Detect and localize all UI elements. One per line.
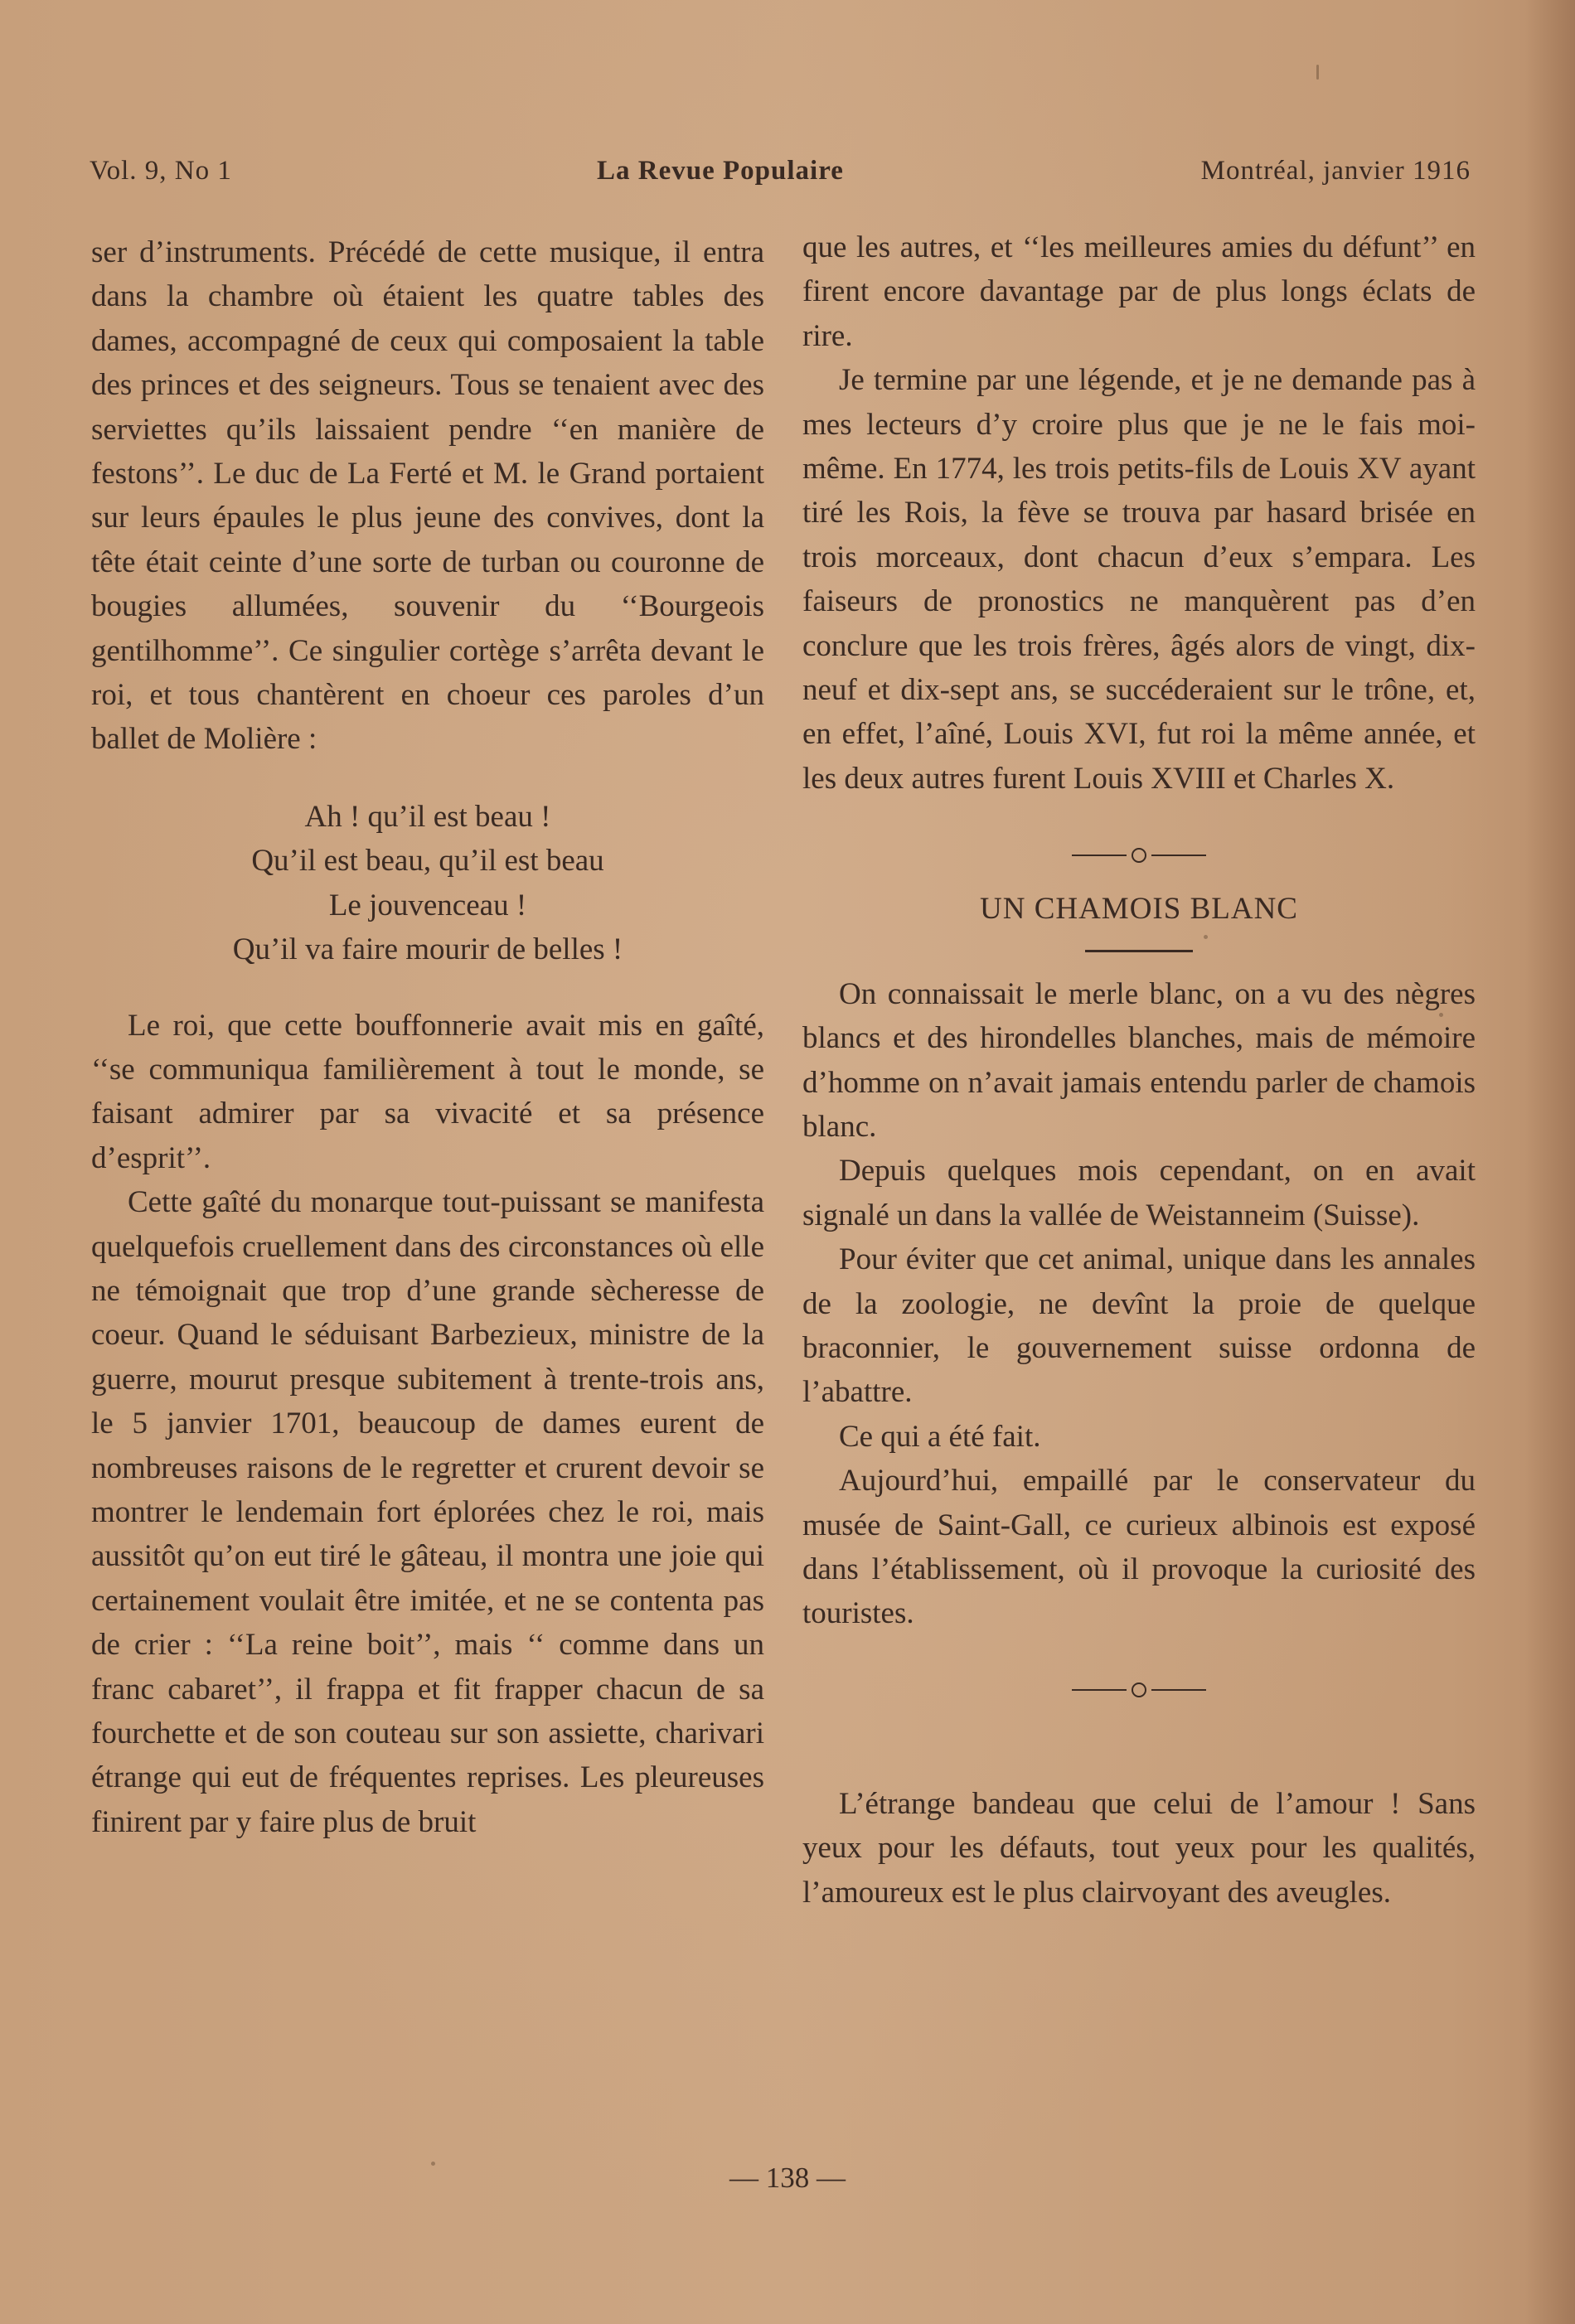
section-separator [802,1666,1476,1699]
spacer [802,1722,1476,1782]
paragraph: On connaissait le merle blanc, on a vu des nègres blancs et des hirondelles blanches, mais de mémoire d’homme on n’avait jamais entendu parler de chamois blanc. [802,976,1476,1144]
paragraph: Le roi, que cette bouffonnerie avait mis en gaîté, ‘‘se communiqua familièrement à tout le monde, se faisant admirer par sa vivacité et sa présence d’esprit’’. [91,1008,764,1175]
right-column [802,225,1476,1915]
section-separator [802,830,1476,864]
left-column [91,230,764,1844]
separator-rule [1151,855,1206,856]
title-underline [1085,950,1193,952]
paragraph: Aujourd’hui, empaillé par le conservateur du musée de Saint-Gall, ce curieux albinois est exposé dans l’établissement, où il provoque la curiosité des touristes. [802,1464,1476,1631]
poem-line: Ah ! qu’il est beau ! [304,799,551,834]
separator-ornament [1132,1682,1146,1697]
page-edge-shadow [1525,0,1575,2324]
paper-speck [1316,65,1319,80]
running-header [90,156,1471,197]
separator-rule [1072,1689,1127,1691]
paragraph: Pour éviter que cet animal, unique dans les annales de la zoologie, ne devînt la proie de quelque braconnier, le gouvernement suisse ordonna de l’abattre. [802,1242,1476,1410]
paragraph: Cette gaîté du monarque tout-puissant se manifesta quelquefois cruellement dans des circonstances où elle ne témoignait que trop d’une grande sècheresse de coeur. Quand le séduisant Barbezieux, ministre de la guerre, mourut presque subitement à trente-trois ans, le 5 janvier 1701, beaucoup de dames eurent de nombreuses raisons de le regretter et crurent devoir se montrer le lendemain fort éplorées chez le roi, mais aussitôt qu’on eut tiré le gâteau, il montra une joie qui certainement voulait être imitée, et ne se contenta pas de crier : ‘‘La reine boit’’, mais ‘‘ comme dans un franc cabaret’’, il frappa et fit frapper chacun de sa fourchette et de son couteau sur son assiette, charivari étrange qui eut de fréquentes reprises. Les pleureuses finirent par y faire plus de bruit [91,1185,764,1839]
paragraph: Je termine par une légende, et je ne demande pas à mes lecteurs d’y croire plus que je ne le fais moi-même. En 1774, les trois petits-fils de Louis XV ayant tiré les Rois, la fève se trouva par hasard brisée en trois morceaux, dont chacun d’eux s’empara. Les faiseurs de pronostics ne manquèrent pas d’en conclure que les trois frères, âgés alors de vingt, dix-neuf et dix-sept ans, se succéderaient sur le trône, et, en effet, l’aîné, Louis XVI, fut roi la même année, et les deux autres furent Louis XVIII et Charles X. [802,363,1476,796]
paragraph: L’étrange bandeau que celui de l’amour ! Sans yeux pour les défauts, tout yeux pour les qualités, l’amoureux est le plus clairvoyant des aveugles. [802,1786,1476,1910]
paragraph: Ce qui a été fait. [839,1419,1041,1454]
poem-verse [91,795,764,972]
paragraph: que les autres, et ‘‘les meilleures amies du défunt’’ en firent encore davantage par de plus longs éclats de rire. [802,230,1476,353]
page-number: — 138 — [729,2162,846,2194]
poem-line: Le jouvenceau ! [328,888,527,922]
paragraph: ser d’instruments. Précédé de cette musique, il entra dans la chambre où étaient les quatre tables des dames, accompagné de ceux qui composaient la table des princes et des seigneurs. Tous se tenaient avec des serviettes qu’ils laissaient pendre ‘‘en manière de festons’’. Le duc de La Ferté et M. le Grand portaient sur leurs épaules le plus jeune des convives, dont la tête était ceinte d’une sorte de turban ou couronne de bougies allumées, souvenir du ‘‘Bourgeois gentilhomme’’. Ce singulier cortège s’arrêta devant le roi, et tous chantèrent en choeur ces paroles d’un ballet de Molière : [91,235,764,757]
issue-date: Montréal, janvier 1916 [1200,156,1471,186]
poem-line: Qu’il va faire mourir de belles ! [232,932,623,967]
separator-rule [1151,1689,1206,1691]
paragraph: Depuis quelques mois cependant, on en avait signalé un dans la vallée de Weistanneim (Suisse). [802,1154,1476,1232]
publication-title: La Revue Populaire [597,156,844,186]
volume-number: Vol. 9, No 1 [90,156,232,186]
separator-rule [1072,855,1127,856]
poem-line: Qu’il est beau, qu’il est beau [251,844,604,879]
separator-ornament [1132,848,1146,863]
article-title: UN CHAMOIS BLANC [980,892,1298,927]
